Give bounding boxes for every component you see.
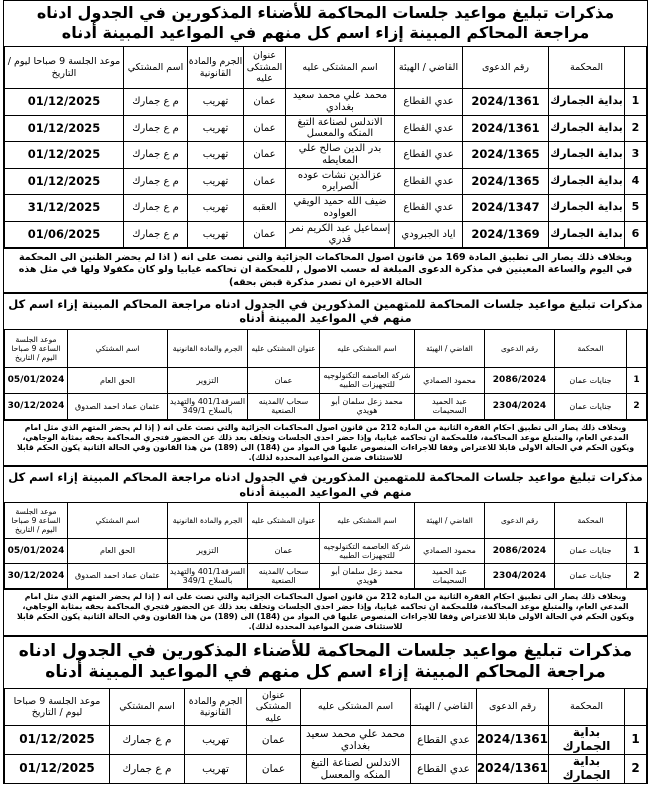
defendant-cell: ضيف الله حميد الويقي العواوده [286, 195, 395, 222]
col-case: رقم الدعوى [477, 689, 549, 726]
plaintiff-cell: م ع جمارك [124, 221, 188, 248]
crime-cell: تهريب [188, 89, 244, 116]
case-cell: 2024/1361 [463, 89, 549, 116]
col-defendant: اسم المشتكى عليه [301, 689, 411, 726]
address-cell: العقبه [244, 195, 286, 222]
case-cell: 2304/2024 [485, 564, 555, 589]
table-header-row [5, 47, 647, 89]
section-3-table [4, 502, 647, 589]
table-row [5, 142, 647, 169]
col-plaintiff: اسم المشتكي [68, 503, 168, 539]
plaintiff-cell: الحق العام [68, 367, 168, 393]
notice-section-2 [3, 292, 648, 465]
col-crime: الجرم والمادة القانونية [168, 329, 248, 367]
notice-section-3 [3, 465, 648, 634]
col-court: المحكمة [555, 329, 627, 367]
col-date: موعد الجلسة الساعة 9 صباحا اليوم / التاريخ [5, 503, 68, 539]
judge-cell: عدي القطاع [395, 89, 463, 116]
section-1-table [4, 46, 647, 248]
court-cell: بداية الجمارك [549, 89, 625, 116]
case-cell: 2024/1361 [477, 726, 549, 755]
crime-cell: تهريب [188, 195, 244, 222]
case-cell: 2024/1361 [477, 755, 549, 784]
plaintiff-cell: م ع جمارك [110, 726, 185, 755]
table-row [5, 367, 647, 393]
col-crime: الجرم والمادة القانونية [188, 47, 244, 89]
col-judge: القاضي / الهيئة [415, 329, 485, 367]
section-2-legal-note: وبخلاف ذلك يصار الى تطبيق احكام الفقرة الثانية من المادة 212 من قانون اصول المحاكمات الجزائية والتي نصت على انه ( إذا لم يحضر المتهم الذي مثل امام المدعي العام، والمتبلغ موعد المحاكمة، فللمحكمة ان تحاكمه غيابيا، وإذا حضر احدى الجلسات وتخلف بعد ذلك عن الحضور فتجري المحاكمة بحقه بمثابة الوجاهي، ويكون الحكم في الحالة الاولى قابلا للاعتراض وفقا للاجراءات المنصوص عليها في المواد من (184) الى (189) من هذا القانون وفي الحالة الثانية يكون الحكم قابلا للاستئناف ضمن المواعيد المحددة لذلك). [4, 420, 647, 466]
section-3-title: مذكرات تبليغ مواعيد جلسات المحاكمة للمتهمين المذكورين في الجدول ادناه مراجعة المحاكم المبينة إزاء اسم كل منهم في المواعيد المبينة أدناه [4, 466, 647, 502]
judge-cell: محمود الصمادي [415, 367, 485, 393]
date-cell: 30/12/2024 [5, 564, 68, 589]
address-cell: عمان [244, 221, 286, 248]
date-cell: 30/12/2024 [5, 393, 68, 419]
case-cell: 2086/2024 [485, 367, 555, 393]
table-row [5, 726, 647, 755]
date-cell: 31/12/2025 [5, 195, 124, 222]
address-cell: سحاب /المدينه الصنعية [248, 393, 320, 419]
section-4-table [4, 688, 647, 784]
defendant-cell: شركة العاصمه التكنولوجيه للتجهيزات الطبيه [320, 367, 415, 393]
defendant-cell: بدر الدين صالح علي المعايطه [286, 142, 395, 169]
notice-section-1 [3, 0, 648, 292]
col-defendant: اسم المشتكى عليه [320, 329, 415, 367]
col-address: عنوان المشتكى عليه [248, 329, 320, 367]
col-court: المحكمة [549, 47, 625, 89]
address-cell: عمان [247, 726, 301, 755]
judge-cell: عدي القطاع [395, 168, 463, 195]
row-number: 6 [625, 221, 647, 248]
plaintiff-cell: الحق العام [68, 539, 168, 564]
section-2-title: مذكرات تبليغ مواعيد جلسات المحاكمة للمتهمين المذكورين في الجدول ادناه مراجعة المحاكم المبينة إزاء اسم كل منهم في المواعيد المبينة أدناه [4, 293, 647, 329]
row-number: 1 [627, 367, 647, 393]
address-cell: عمان [244, 115, 286, 142]
address-cell: عمان [244, 142, 286, 169]
table-row [5, 755, 647, 784]
case-cell: 2024/1361 [463, 115, 549, 142]
col-address: عنوان المشتكى عليه [244, 47, 286, 89]
defendant-cell: الاندلس لصناعة التبغ المنكه والمعسل [301, 755, 411, 784]
judge-cell: عدي القطاع [395, 115, 463, 142]
court-cell: جنايات عمان [555, 564, 627, 589]
notice-section-4 [3, 635, 648, 785]
judge-cell: محمود الصمادي [415, 539, 485, 564]
table-row [5, 168, 647, 195]
case-cell: 2024/1347 [463, 195, 549, 222]
row-number: 2 [627, 564, 647, 589]
col-case: رقم الدعوى [485, 329, 555, 367]
address-cell: عمان [248, 367, 320, 393]
address-cell: سحاب /المدينه الصنعية [248, 564, 320, 589]
crime-cell: تهريب [188, 168, 244, 195]
section-1-title: مذكرات تبليغ مواعيد جلسات المحاكمة للأضناء المذكورين في الجدول ادناه مراجعة المحاكم المبينة إزاء اسم كل منهم في المواعيد المبينة أدناه [36, 3, 615, 42]
judge-cell: عدي القطاع [395, 142, 463, 169]
court-cell: بداية الجمارك [549, 142, 625, 169]
col-plaintiff: اسم المشتكي [68, 329, 168, 367]
judge-cell: عبد الحميد السحيمات [415, 393, 485, 419]
judge-cell: عدي القطاع [395, 195, 463, 222]
judge-cell: عدي القطاع [411, 726, 477, 755]
defendant-cell: شركة العاصمه التكنولوجيه للتجهيزات الطبيه [320, 539, 415, 564]
plaintiff-cell: م ع جمارك [124, 195, 188, 222]
court-cell: جنايات عمان [555, 393, 627, 419]
date-cell: 05/01/2024 [5, 539, 68, 564]
defendant-cell: محمد زعل سلمان أبو هويدي [320, 564, 415, 589]
col-court: المحكمة [555, 503, 627, 539]
section-1-legal-note: وبخلاف ذلك يصار الى تطبيق المادة 169 من قانون اصول المحاكمات الجزائية والتي نصت على انه ( اذا لم يحضر الظنين الى المحكمة في اليوم والساعة المعينين في مذكرة الدعوى المبلغة له حسب الاصول , للمحكمة ان تحاكمه غيابيا ولو كان مكفولا ولها في مثل هذه الحالة الاخيرة ان تصدر مذكرة قبض بحقه) [4, 248, 647, 292]
col-address: عنوان المشتكى عليه [248, 503, 320, 539]
date-cell: 01/06/2025 [5, 221, 124, 248]
crime-cell: التزوير [168, 539, 248, 564]
plaintiff-cell: عثمان عماد احمد الصدوق [68, 393, 168, 419]
table-header-row [5, 329, 647, 367]
plaintiff-cell: م ع جمارك [110, 755, 185, 784]
court-cell: جنايات عمان [555, 539, 627, 564]
table-row [5, 393, 647, 419]
court-cell: بداية الجمارك [549, 115, 625, 142]
court-cell: بداية الجمارك [549, 168, 625, 195]
col-crime: الجرم والمادة القانونية [185, 689, 247, 726]
table-row [5, 564, 647, 589]
date-cell: 01/12/2025 [5, 89, 124, 116]
date-cell: 01/12/2025 [5, 142, 124, 169]
section-3-legal-note: وبخلاف ذلك يصار الى تطبيق احكام الفقرة الثانية من المادة 212 من قانون اصول المحاكمات الجزائية والتي نصت على انه ( إذا لم يحضر المتهم الذي مثل امام المدعي العام، والمتبلغ موعد المحاكمة، فللمحكمة ان تحاكمه غيابيا، وإذا حضر احدى الجلسات وتخلف بعد ذلك عن الحضور فتجري المحاكمة بحقه بمثابة الوجاهي، ويكون الحكم في الحالة الاولى قابلا للاعتراض وفقا للاجراءات المنصوص عليها في المواد من (184) الى (189) من هذا القانون وفي الحالة الثانية يكون الحكم قابلا للاستئناف ضمن المواعيد المحددة لذلك). [4, 589, 647, 635]
date-cell: 01/12/2025 [5, 168, 124, 195]
case-cell: 2086/2024 [485, 539, 555, 564]
address-cell: عمان [248, 539, 320, 564]
plaintiff-cell: م ع جمارك [124, 142, 188, 169]
table-row [5, 115, 647, 142]
judge-cell: عبد الحميد السحيمات [415, 564, 485, 589]
plaintiff-cell: م ع جمارك [124, 115, 188, 142]
crime-cell: تهريب [188, 115, 244, 142]
court-cell: بداية الجمارك [549, 755, 625, 784]
col-date: موعد الجلسة 9 صباحا ليوم / التاريخ [5, 47, 124, 89]
col-judge: القاضي / الهيئة [395, 47, 463, 89]
crime-cell: تهريب [188, 142, 244, 169]
address-cell: عمان [244, 89, 286, 116]
plaintiff-cell: م ع جمارك [124, 168, 188, 195]
col-court: المحكمة [549, 689, 625, 726]
address-cell: عمان [244, 168, 286, 195]
row-number: 4 [625, 168, 647, 195]
judge-cell: اياد الجبرودي [395, 221, 463, 248]
crime-cell: تهريب [188, 221, 244, 248]
judge-cell: عدي القطاع [411, 755, 477, 784]
case-cell: 2024/1369 [463, 221, 549, 248]
case-cell: 2024/1365 [463, 142, 549, 169]
court-cell: بداية الجمارك [549, 195, 625, 222]
col-date: موعد الجلسة 9 صباحا ليوم / التاريخ [5, 689, 110, 726]
col-crime: الجرم والمادة القانونية [168, 503, 248, 539]
row-number: 2 [627, 393, 647, 419]
defendant-cell: عزالدين نشات عوده الصرايره [286, 168, 395, 195]
row-number: 2 [625, 115, 647, 142]
crime-cell: تهريب [185, 726, 247, 755]
date-cell: 01/12/2025 [5, 726, 110, 755]
defendant-cell: محمد علي محمد سعيد بغدادي [286, 89, 395, 116]
court-cell: جنايات عمان [555, 367, 627, 393]
plaintiff-cell: عثمان عماد احمد الصدوق [68, 564, 168, 589]
crime-cell: تهريب [185, 755, 247, 784]
crime-cell: السرقة401/1 والتهديد بالسلاح 349/1 [168, 564, 248, 589]
row-number: 1 [625, 726, 647, 755]
court-cell: بداية الجمارك [549, 221, 625, 248]
plaintiff-cell: م ع جمارك [124, 89, 188, 116]
table-row [5, 221, 647, 248]
row-number: 2 [625, 755, 647, 784]
col-plaintiff: اسم المشتكي [110, 689, 185, 726]
col-date: موعد الجلسة الساعة 9 صباحا اليوم / التاريخ [5, 329, 68, 367]
court-cell: بداية الجمارك [549, 726, 625, 755]
crime-cell: السرقة401/1 والتهديد بالسلاح 349/1 [168, 393, 248, 419]
col-case: رقم الدعوى [463, 47, 549, 89]
case-cell: 2024/1365 [463, 168, 549, 195]
defendant-cell: إسماعيل عبد الكريم نمر قدري [286, 221, 395, 248]
table-row [5, 195, 647, 222]
defendant-cell: محمد زعل سلمان أبو هويدي [320, 393, 415, 419]
col-defendant: اسم المشتكى عليه [320, 503, 415, 539]
defendant-cell: محمد علي محمد سعيد بغدادي [301, 726, 411, 755]
col-judge: القاضي / الهيئة [415, 503, 485, 539]
col-defendant: اسم المشتكى عليه [286, 47, 395, 89]
table-header-row [5, 503, 647, 539]
row-number: 3 [625, 142, 647, 169]
row-number: 5 [625, 195, 647, 222]
case-cell: 2304/2024 [485, 393, 555, 419]
date-cell: 05/01/2024 [5, 367, 68, 393]
col-case: رقم الدعوى [485, 503, 555, 539]
col-address: عنوان المشتكى عليه [247, 689, 301, 726]
col-judge: القاضي / الهيئة [411, 689, 477, 726]
row-number: 1 [627, 539, 647, 564]
defendant-cell: الاندلس لصناعة التبغ المنكه والمعسل [286, 115, 395, 142]
date-cell: 01/12/2025 [5, 115, 124, 142]
table-row [5, 539, 647, 564]
section-4-title: مذكرات تبليغ مواعيد جلسات المحاكمة للأضناء المذكورين في الجدول ادناه مراجعة المحاكم المبينة إزاء اسم كل منهم في المواعيد المبينة أدناه [4, 636, 647, 689]
address-cell: عمان [247, 755, 301, 784]
table-row [5, 89, 647, 116]
date-cell: 01/12/2025 [5, 755, 110, 784]
crime-cell: التزوير [168, 367, 248, 393]
row-number: 1 [625, 89, 647, 116]
col-plaintiff: اسم المشتكي [124, 47, 188, 89]
table-header-row [5, 689, 647, 726]
section-2-table [4, 329, 647, 420]
